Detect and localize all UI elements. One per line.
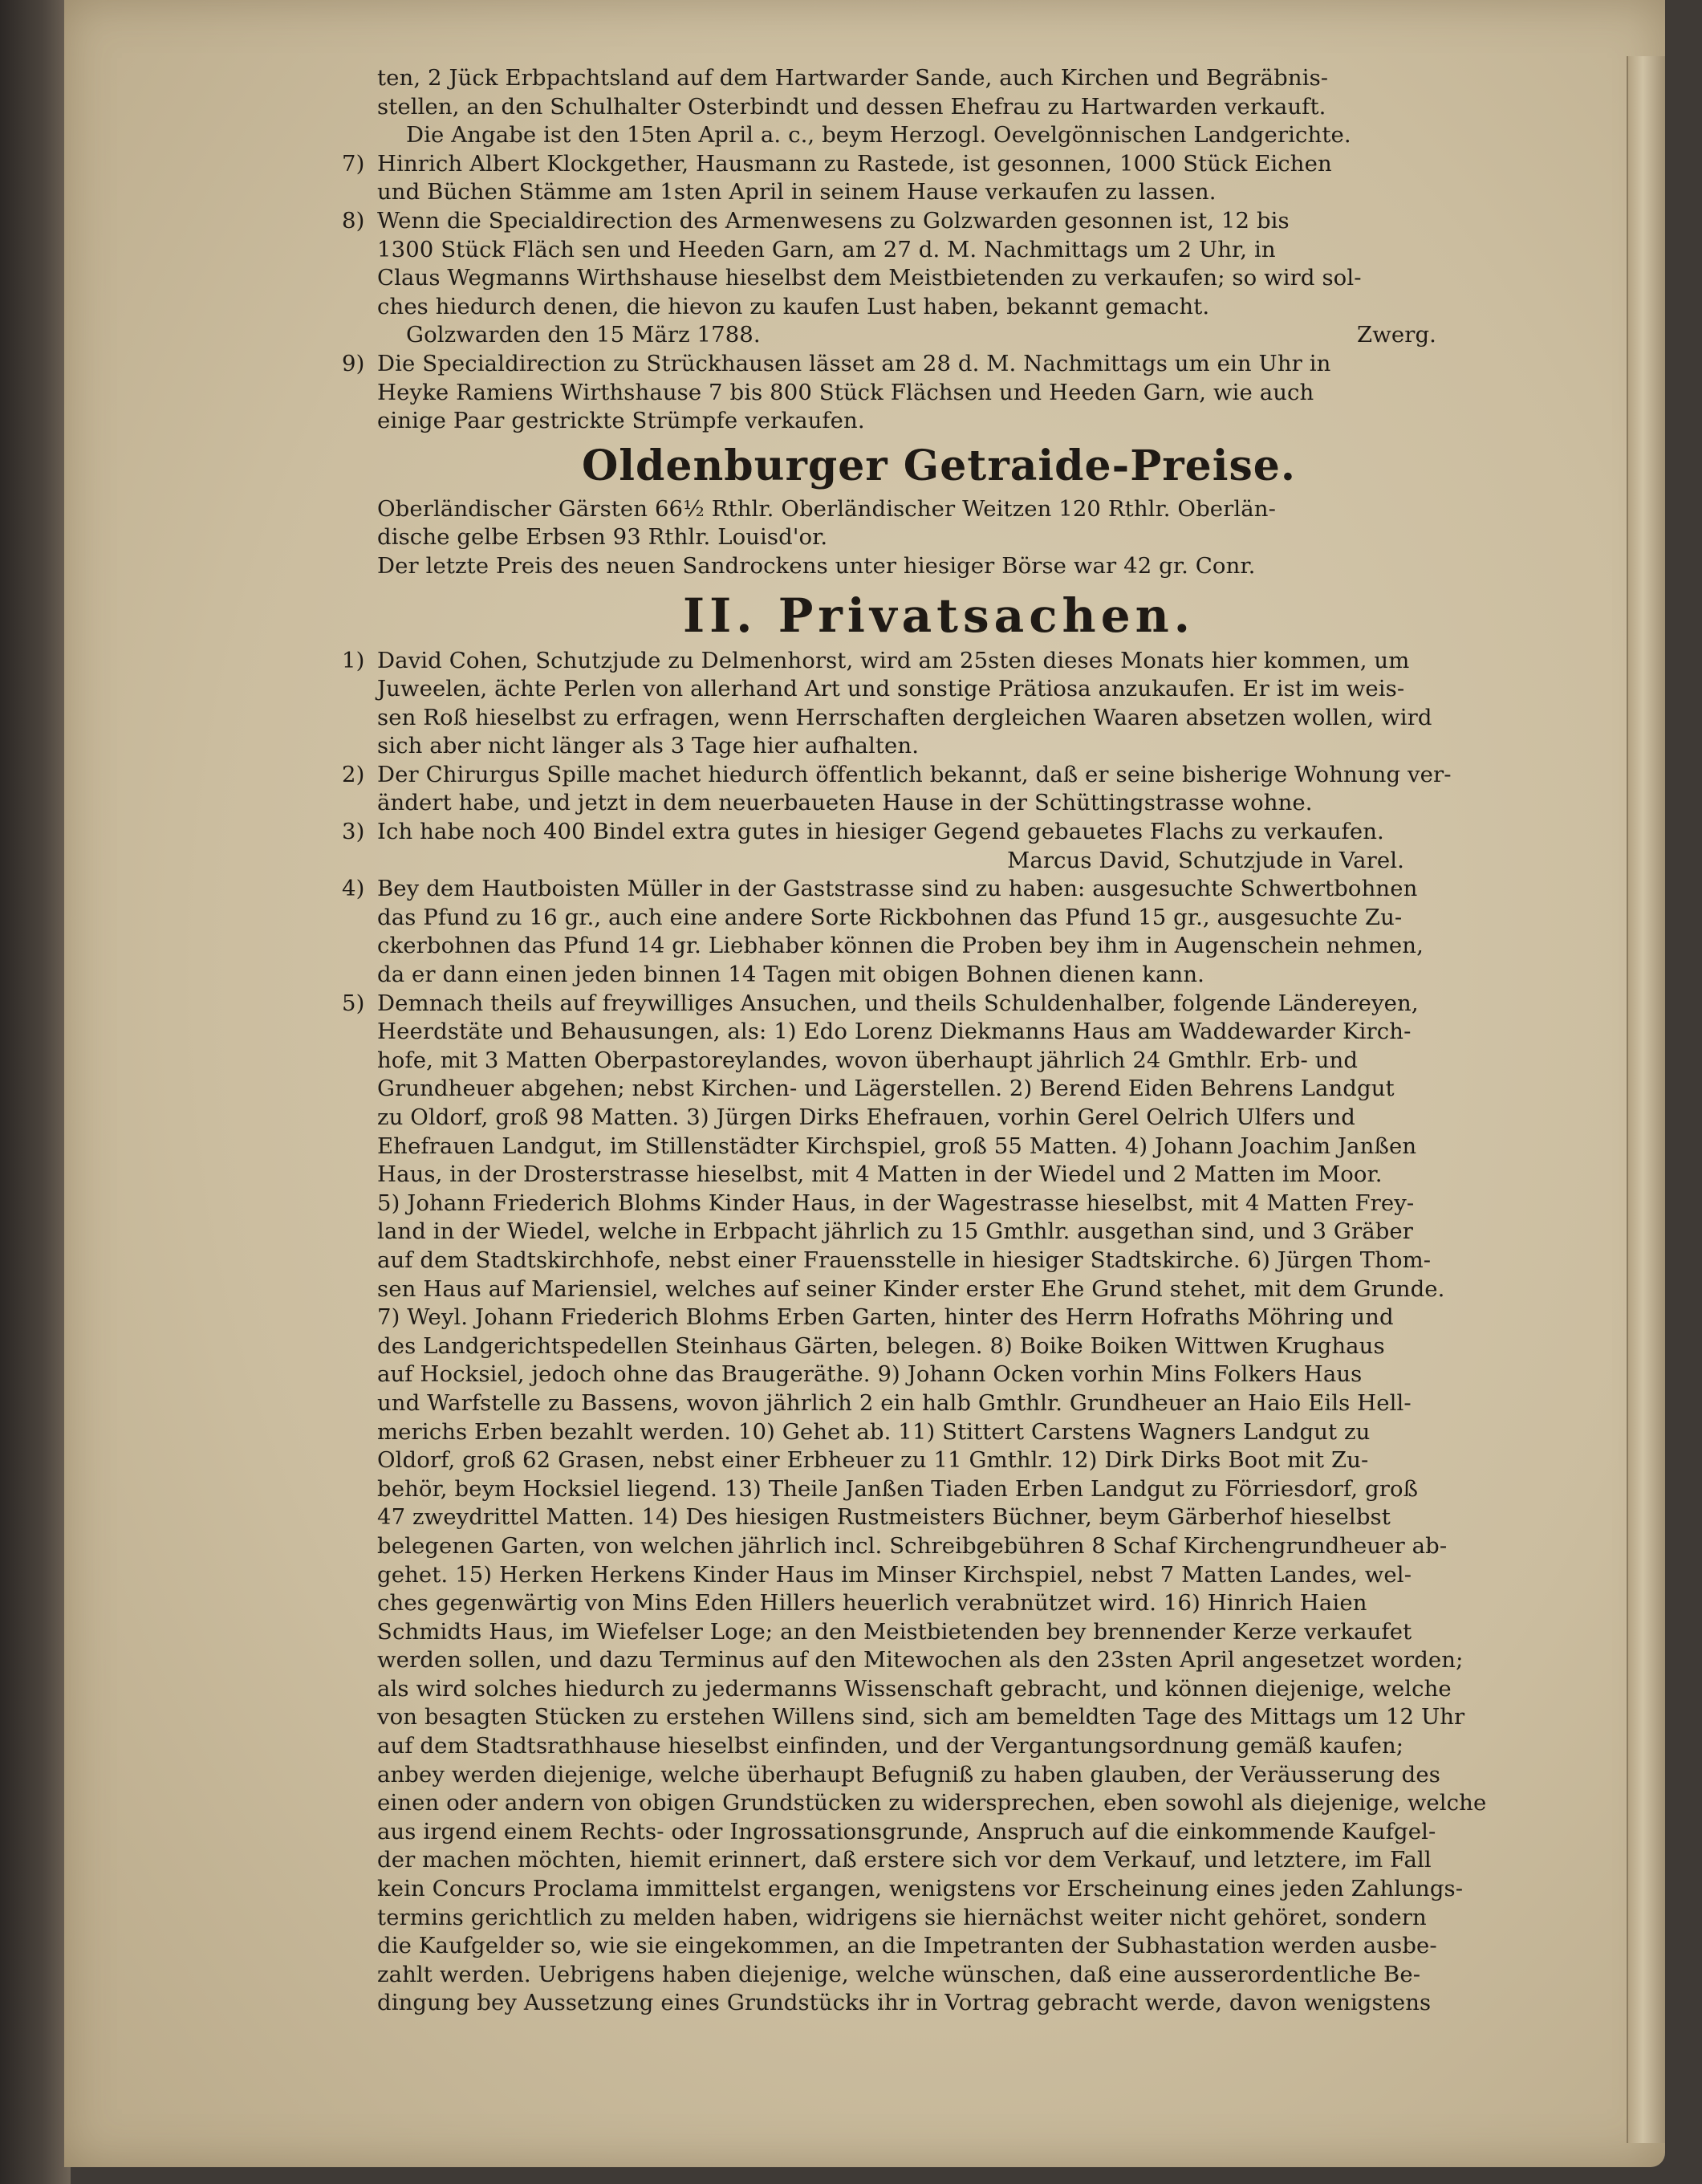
- text-line: [377, 1389, 1501, 1418]
- line-text: auf dem Stadtsrathhause hieselbst einfinden, und der Vergantungsordnung gemäß kaufen;: [377, 1733, 1404, 1759]
- text-line: [377, 1446, 1501, 1475]
- text-line: [377, 1475, 1501, 1504]
- line-text: auf Hocksiel, jedoch ohne das Braugeräthe. 9) Johann Ocken vorhin Mins Folkers Haus: [377, 1361, 1363, 1388]
- line-text: Juweelen, ächte Perlen von allerhand Art und sonstige Prätiosa anzukaufen. Er ist im weis-: [377, 676, 1405, 702]
- price-line: Oberländischer Gärsten 66½ Rthlr. Oberländischer Weitzen 120 Rthlr. Oberlän-: [377, 495, 1276, 522]
- signature: Zwerg.: [1356, 322, 1436, 348]
- text-line: [342, 990, 1501, 1019]
- private-entry: [342, 875, 1501, 989]
- text-line: [377, 675, 1501, 704]
- line-text: ches hiedurch denen, die hievon zu kaufen Lust haben, bekannt gemacht.: [377, 293, 1210, 319]
- signature: Marcus David, Schutzjude in Varel.: [1007, 847, 1404, 873]
- text-line: [377, 1961, 1501, 1990]
- line-text: 7) Weyl. Johann Friederich Blohms Erben Garten, hinter des Herrn Hofraths Möhring und: [377, 1304, 1394, 1331]
- line-text: der machen möchten, hiemit erinnert, daß erstere sich vor dem Verkauf, und letztere, im Fall: [377, 1847, 1432, 1873]
- line-text: aus irgend einem Rechts- oder Ingrossationsgrunde, Anspruch auf die einkommende Kaufgel-: [377, 1818, 1436, 1844]
- text-line: [377, 1646, 1501, 1675]
- entry-number: 3): [342, 819, 365, 845]
- line-text: Haus, in der Drosterstrasse hieselbst, mit 4 Matten in der Wiedel und 2 Matten im Moor.: [377, 1161, 1383, 1188]
- line-text: Schmidts Haus, im Wiefelser Loge; an den Meistbietenden bey brennender Kerze verkaufet: [377, 1618, 1412, 1645]
- line-text: termins gerichtlich zu melden haben, widrigens sie hiernächst weiter nicht gehöret, sondern: [377, 1904, 1427, 1930]
- line-text: Die Angabe ist den 15ten April a. c., beym Herzogl. Oevelgönnischen Landgerichte.: [406, 122, 1351, 148]
- line-text: Hinrich Albert Klockgether, Hausmann zu Rastede, ist gesonnen, 1000 Stück Eichen: [377, 150, 1332, 177]
- line-text: Claus Wegmanns Wirthshause hieselbst dem Meistbietenden zu verkaufen; so wird sol-: [377, 265, 1362, 291]
- text-line: [377, 1018, 1501, 1047]
- top-entry: [342, 150, 1501, 207]
- text-line: [377, 64, 1501, 93]
- text-line: [377, 704, 1501, 733]
- entry-number: 7): [342, 150, 365, 177]
- text-line: [377, 1275, 1501, 1304]
- line-text: Wenn die Specialdirection des Armenwesens zu Golzwarden gesonnen ist, 12 bis: [377, 207, 1290, 234]
- line-text: merichs Erben bezahlt werden. 10) Gehet ab. 11) Stittert Carstens Wagners Landgut zu: [377, 1418, 1371, 1445]
- entry-number: 1): [342, 647, 365, 673]
- text-line: [377, 1332, 1501, 1361]
- top-entry: [342, 350, 1501, 436]
- private-announcements: [342, 647, 1501, 2019]
- text-line: [342, 207, 1501, 236]
- text-line: [377, 1075, 1501, 1104]
- line-text: die Kaufgelder so, wie sie eingekommen, an die Impetranten der Subhastation werden ausbe-: [377, 1933, 1437, 1959]
- line-text: des Landgerichtspedellen Steinhaus Gärten, belegen. 8) Boike Boiken Wittwen Krughaus: [377, 1332, 1385, 1359]
- line-text: Oldorf, groß 62 Grasen, nebst einer Erbheuer zu 11 Gmthlr. 12) Dirk Dirks Boot mit Zu-: [377, 1447, 1369, 1474]
- text-line: [377, 1732, 1501, 1761]
- text-line: [377, 1589, 1501, 1618]
- line-text: behör, beym Hocksiel liegend. 13) Theile Janßen Tiaden Erben Landgut zu Förriesdorf, groß: [377, 1475, 1419, 1502]
- line-text: einige Paar gestrickte Strümpfe verkaufen.: [377, 408, 865, 434]
- line-text: ckerbohnen das Pfund 14 gr. Liebhaber können die Proben bey ihm in Augenschein nehmen,: [377, 933, 1424, 959]
- text-line: [377, 1789, 1501, 1818]
- text-line: [377, 121, 1501, 150]
- text-line: [377, 1190, 1501, 1218]
- text-line: [342, 875, 1501, 904]
- line-text: Grundheuer abgehen; nebst Kirchen- und Lägerstellen. 2) Berend Eiden Behrens Landgut: [377, 1076, 1395, 1102]
- grain-prices: [377, 495, 1501, 581]
- line-text: hofe, mit 3 Matten Oberpastoreylandes, wovon überhaupt jährlich 24 Gmthlr. Erb- und: [377, 1047, 1359, 1073]
- line-text: ändert habe, und jetzt in dem neuerbaueten Hause in der Schüttingstrasse wohne.: [377, 790, 1313, 816]
- text-line: [377, 1161, 1501, 1190]
- line-text: zu Oldorf, groß 98 Matten. 3) Jürgen Dirks Ehefrauen, vorhin Gerel Oelrich Ulfers und: [377, 1104, 1355, 1130]
- text-line: [377, 1247, 1501, 1275]
- page-edge-stack: [1627, 56, 1665, 2143]
- line-text: 47 zweydrittel Matten. 14) Des hiesigen Rustmeisters Büchner, beym Gärberhof hieselbst: [377, 1504, 1391, 1531]
- line-text: Bey dem Hautboisten Müller in der Gaststrasse sind zu haben: ausgesuchte Schwertbohnen: [377, 876, 1418, 902]
- text-line: [377, 379, 1501, 408]
- text-line: [377, 1818, 1501, 1847]
- text-line: [342, 647, 1501, 676]
- text-line: [342, 150, 1501, 179]
- text-line: [377, 1360, 1501, 1389]
- top-entry: [377, 64, 1501, 150]
- price-line: dische gelbe Erbsen 93 Rthlr. Louisd'or.: [377, 524, 828, 551]
- line-text: sen Haus auf Mariensiel, welches auf seiner Kinder erster Ehe Grund stehet, mit dem Grunde.: [377, 1275, 1445, 1302]
- line-text: anbey werden diejenige, welche überhaupt Befugniß zu haben glauben, der Veräusserung des: [377, 1761, 1440, 1787]
- text-line: [377, 1875, 1501, 1904]
- line-text: Die Specialdirection zu Strückhausen lässet am 28 d. M. Nachmittags um ein Uhr in: [377, 350, 1331, 376]
- book-binding: [0, 0, 71, 2184]
- text-line: [377, 264, 1501, 293]
- text-line: [377, 1418, 1501, 1447]
- entry-number: 2): [342, 761, 365, 787]
- line-text: auf dem Stadtskirchhofe, nebst einer Frauensstelle in hiesiger Stadtskirche. 6) Jürgen Thom-: [377, 1247, 1432, 1273]
- text-line: [377, 1303, 1501, 1332]
- text-line: [377, 1618, 1501, 1647]
- line-text: Heerdstäte und Behausungen, als: 1) Edo Lorenz Diekmanns Haus am Waddewarder Kirch-: [377, 1019, 1412, 1045]
- line-text: Ehefrauen Landgut, im Stillenstädter Kirchspiel, groß 55 Matten. 4) Johann Joachim Janßen: [377, 1133, 1417, 1159]
- text-line: [377, 1104, 1501, 1133]
- line-text: von besagten Stücken zu erstehen Willens sind, sich am bemeldten Tage des Mittags um 12 Uhr: [377, 1704, 1465, 1731]
- text-line: [377, 1761, 1501, 1790]
- line-text: kein Concurs Proclama immittelst ergangen, wenigstens vor Erscheinung eines jeden Zahlungs-: [377, 1876, 1464, 1902]
- line-text: 5) Johann Friederich Blohms Kinder Haus, in der Wagestrasse hieselbst, mit 4 Matten Frey-: [377, 1190, 1415, 1216]
- line-text: dingung bey Aussetzung eines Grundstücks ihr in Vortrag gebracht werde, davon wenigstens: [377, 1990, 1432, 2016]
- line-text: land in der Wiedel, welche in Erbpacht jährlich zu 15 Gmthlr. ausgethan sind, und 3 Gräber: [377, 1218, 1414, 1245]
- entry-number: 5): [342, 990, 365, 1016]
- text-line: [377, 1989, 1501, 2018]
- private-entry: [342, 818, 1501, 875]
- private-entry: [342, 990, 1501, 2018]
- private-entry: [342, 761, 1501, 818]
- text-line: [377, 1218, 1501, 1247]
- text-line: [377, 293, 1501, 322]
- text-line: [342, 350, 1501, 379]
- line-text: Demnach theils auf freywilliges Ansuchen, und theils Schuldenhalber, folgende Ländereyen,: [377, 990, 1419, 1016]
- line-text: Ich habe noch 400 Bindel extra gutes in hiesiger Gegend gebauetes Flachs zu verkaufen.: [377, 819, 1384, 845]
- text-line: [377, 1904, 1501, 1933]
- text-line: [377, 407, 1501, 436]
- top-entry: [342, 207, 1501, 321]
- text-line: [377, 1503, 1501, 1532]
- line-text: stellen, an den Schulhalter Osterbindt und dessen Ehefrau zu Hartwarden verkauft.: [377, 93, 1326, 120]
- line-text: zahlt werden. Uebrigens haben diejenige, welche wünschen, daß eine ausserordentliche Be-: [377, 1961, 1421, 1987]
- announcements-top: [342, 64, 1501, 436]
- line-text: Der Chirurgus Spille machet hiedurch öffentlich bekannt, daß er seine bisherige Wohnung ver-: [377, 761, 1452, 787]
- text-line: [377, 1932, 1501, 1961]
- text-line: [342, 761, 1501, 790]
- price-line: Der letzte Preis des neuen Sandrockens unter hiesiger Börse war 42 gr. Conr.: [377, 552, 1256, 579]
- text-line: [342, 818, 1501, 847]
- text-line: [377, 1703, 1501, 1732]
- line-text: und Büchen Stämme am 1sten April in seinem Hause verkaufen zu lassen.: [377, 179, 1217, 205]
- line-text: werden sollen, und dazu Terminus auf den Mitewochen als den 23sten April angesetzet worden;: [377, 1647, 1464, 1674]
- text-line: [377, 904, 1501, 933]
- date-text: Golzwarden den 15 März 1788.: [406, 322, 761, 348]
- text-line: [377, 732, 1501, 761]
- text-line: [377, 789, 1501, 818]
- page-text: [342, 64, 1501, 2018]
- text-line: [377, 1047, 1501, 1076]
- private-entry: [342, 647, 1501, 761]
- heading-private-matters: II. Privatsachen.: [683, 588, 1195, 643]
- entry-number: 9): [342, 350, 365, 376]
- text-line: [377, 236, 1501, 265]
- line-text: sen Roß hieselbst zu erfragen, wenn Herrschaften dergleichen Waaren absetzen wollen, wird: [377, 704, 1432, 730]
- line-text: das Pfund zu 16 gr., auch eine andere Sorte Rickbohnen das Pfund 15 gr., ausgesuchte Zu-: [377, 904, 1403, 930]
- entry-number: 8): [342, 207, 365, 234]
- line-text: 1300 Stück Fläch sen und Heeden Garn, am 27 d. M. Nachmittags um 2 Uhr, in: [377, 236, 1276, 262]
- text-line: [377, 178, 1501, 207]
- text-line: [377, 93, 1501, 122]
- line-text: ten, 2 Jück Erbpachtsland auf dem Hartwarder Sande, auch Kirchen und Begräbnis-: [377, 65, 1329, 91]
- line-text: einen oder andern von obigen Grundstücken zu widersprechen, eben sowohl als diejenige, welche: [377, 1790, 1487, 1816]
- line-text: ches gegenwärtig von Mins Eden Hillers heuerlich verabnützet wird. 16) Hinrich Haien: [377, 1590, 1367, 1617]
- text-line: [377, 961, 1501, 990]
- line-text: sich aber nicht länger als 3 Tage hier aufhalten.: [377, 733, 920, 759]
- line-text: belegenen Garten, von welchen jährlich incl. Schreibgebühren 8 Schaf Kirchengrundheuer ab-: [377, 1532, 1448, 1559]
- text-line: [377, 1675, 1501, 1704]
- line-text: Heyke Ramiens Wirthshause 7 bis 800 Stück Flächsen und Heeden Garn, wie auch: [377, 379, 1314, 405]
- entry-number: 4): [342, 876, 365, 902]
- heading-grain-prices: Oldenburger Getraide-Preise.: [582, 441, 1296, 490]
- text-line: [377, 1532, 1501, 1561]
- line-text: David Cohen, Schutzjude zu Delmenhorst, wird am 25sten dieses Monats hier kommen, um: [377, 647, 1410, 673]
- date-line: [377, 321, 1501, 350]
- text-line: [377, 1846, 1501, 1875]
- text-line: [377, 1561, 1501, 1590]
- top-entry: [377, 321, 1501, 350]
- text-line: [377, 1133, 1501, 1161]
- line-text: da er dann einen jeden binnen 14 Tagen mit obigen Bohnen dienen kann.: [377, 962, 1205, 988]
- line-text: und Warfstelle zu Bassens, wovon jährlich 2 ein halb Gmthlr. Grundheuer an Haio Eils Hell-: [377, 1389, 1412, 1416]
- line-text: gehet. 15) Herken Herkens Kinder Haus im Minser Kirchspiel, nebst 7 Matten Landes, wel-: [377, 1561, 1412, 1588]
- line-text: als wird solches hiedurch zu jedermanns Wissenschaft gebracht, und können diejenige, welche: [377, 1675, 1452, 1702]
- text-line: [377, 932, 1501, 961]
